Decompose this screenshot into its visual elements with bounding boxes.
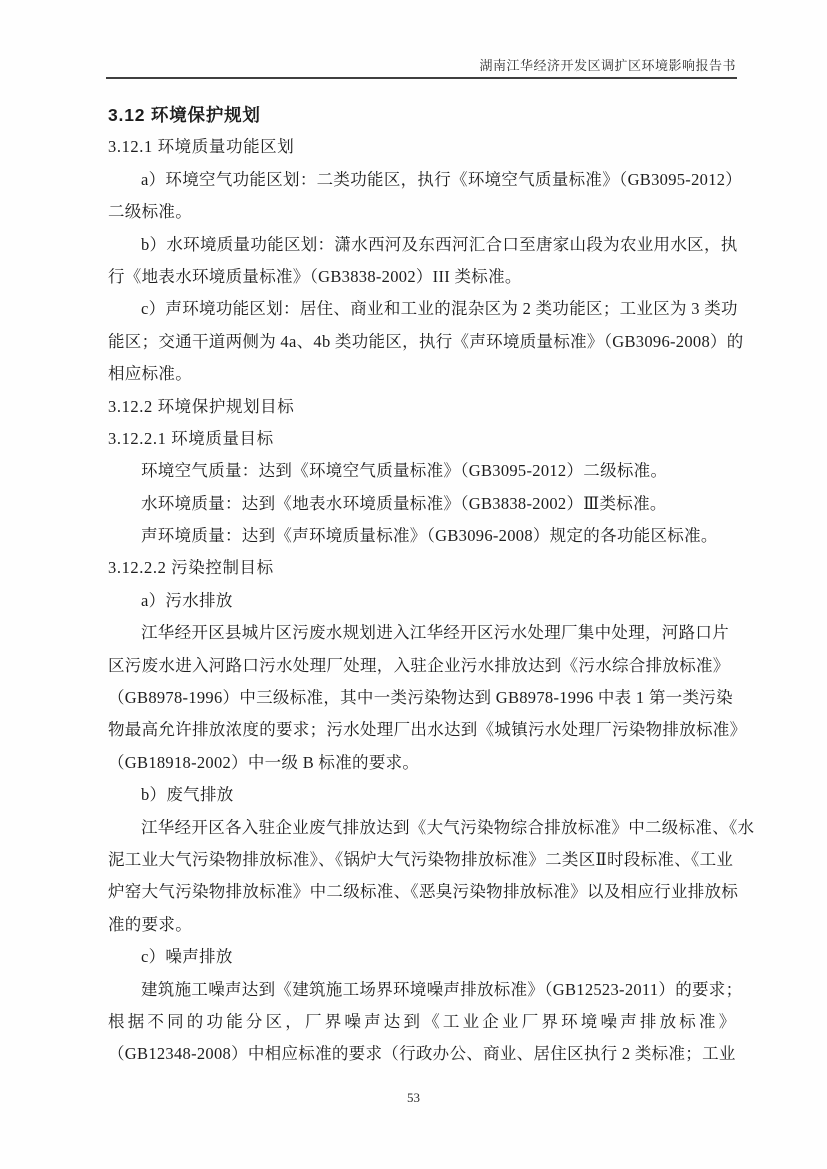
list-item-c-noise: c）噪声排放 bbox=[141, 947, 233, 967]
paragraph-line: 根据不同的功能分区，厂界噪声达到《工业企业厂界环境噪声排放标准》 bbox=[108, 1011, 739, 1031]
paragraph-line: 江华经开区县城片区污废水规划进入江华经开区污水处理厂集中处理，河路口片 bbox=[141, 623, 729, 643]
paragraph-line: 物最高允许排放浓度的要求；污水处理厂出水达到《城镇污水处理厂污染物排放标准》 bbox=[108, 720, 747, 740]
paragraph-line: （GB8978-1996）中三级标准，其中一类污染物达到 GB8978-1996 中表 1 第一类污染 bbox=[108, 688, 733, 708]
list-item-a-sewage: a）污水排放 bbox=[141, 590, 233, 610]
paragraph-line: 江华经开区各入驻企业废气排放达到《大气污染物综合排放标准》中二级标准、《水 bbox=[141, 817, 755, 837]
paragraph-line: （GB18918-2002）中一级 B 标准的要求。 bbox=[108, 752, 420, 772]
paragraph-line: 行《地表水环境质量标准》（GB3838-2002）III 类标准。 bbox=[108, 266, 522, 286]
document-body bbox=[108, 99, 755, 1071]
subsection-heading-3-12-2-1: 3.12.2.1 环境质量目标 bbox=[108, 428, 274, 448]
paragraph-line: 建筑施工噪声达到《建筑施工场界环境噪声排放标准》（GB12523-2011）的要求； bbox=[141, 979, 743, 999]
subsection-heading-3-12-2-2: 3.12.2.2 污染控制目标 bbox=[108, 558, 274, 578]
subsection-heading-3-12-1: 3.12.1 环境质量功能区划 bbox=[108, 137, 295, 157]
paragraph-line: 相应标准。 bbox=[108, 364, 192, 384]
paragraph-line: 水环境质量：达到《地表水环境质量标准》（GB3838-2002）Ⅲ类标准。 bbox=[141, 493, 667, 513]
section-heading-3-12: 3.12 环境保护规划 bbox=[108, 105, 261, 125]
paragraph-line: a）环境空气功能区划：二类功能区，执行《环境空气质量标准》（GB3095-2012） bbox=[141, 169, 743, 189]
paragraph-line: 准的要求。 bbox=[108, 914, 192, 934]
paragraph-line: 声环境质量：达到《声环境质量标准》（GB3096-2008）规定的各功能区标准。 bbox=[141, 526, 718, 546]
paragraph-line: c）声环境功能区划：居住、商业和工业的混杂区为 2 类功能区；工业区为 3 类功 bbox=[141, 299, 738, 319]
paragraph-line: 能区；交通干道两侧为 4a、4b 类功能区，执行《声环境质量标准》（GB3096-2008）的 bbox=[108, 331, 744, 351]
paragraph-line: 环境空气质量：达到《环境空气质量标准》（GB3095-2012）二级标准。 bbox=[141, 461, 668, 481]
paragraph-line: 炉窑大气污染物排放标准》中二级标准、《恶臭污染物排放标准》以及相应行业排放标 bbox=[108, 882, 739, 902]
list-item-b-exhaust: b）废气排放 bbox=[141, 785, 234, 805]
paragraph-line: 二级标准。 bbox=[108, 202, 192, 222]
subsection-heading-3-12-2: 3.12.2 环境保护规划目标 bbox=[108, 396, 295, 416]
header-rule bbox=[106, 77, 737, 79]
paragraph-line: b）水环境质量功能区划：潇水西河及东西河汇合口至唐家山段为农业用水区，执 bbox=[141, 234, 738, 254]
paragraph-line: 区污废水进入河路口污水处理厂处理，入驻企业污水排放达到《污水综合排放标准》 bbox=[108, 655, 730, 675]
paragraph-line: 泥工业大气污染物排放标准》、《锅炉大气污染物排放标准》二类区Ⅱ时段标准、《工业 bbox=[108, 849, 734, 869]
page-number: 53 bbox=[407, 1090, 420, 1105]
page-footer bbox=[0, 1090, 827, 1106]
header-title: 湖南江华经济开发区调扩区环境影响报告书 bbox=[479, 58, 736, 73]
paragraph-line: （GB12348-2008）中相应标准的要求（行政办公、商业、居住区执行 2 类标准；工业 bbox=[108, 1044, 736, 1064]
